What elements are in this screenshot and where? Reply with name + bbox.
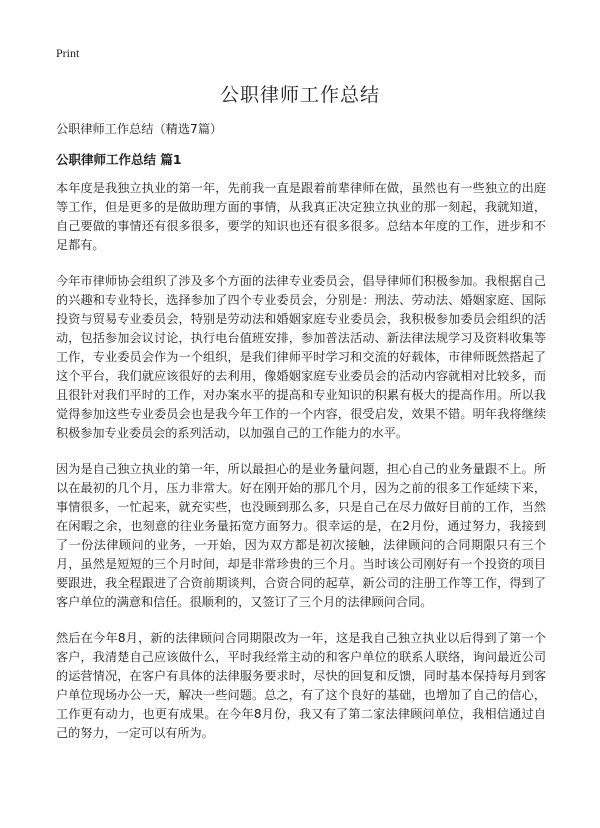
print-link[interactable]: Print <box>56 46 80 60</box>
paragraph: 本年度是我独立执业的第一年，先前我一直是跟着前辈律师在做，虽然也有一些独立的出庭等工作，但是更多的是做助理方面的事情，从我真正决定独立执业的那一刻起，我就知道，自己要做的事情还有很多很多，要学的知识也还有很多很多。总结本年度的工作，进步和不足都有。 <box>56 181 546 252</box>
paragraph: 然后在今年8月，新的法律顾问合同期限改为一年，这是我自己独立执业以后得到了第一个客户，我清楚自己应该做什么，平时我经常主动的和客户单位的联系人联络，询问最近公司的运营情况，在客户有具体的法律服务要求时，尽快的回复和反馈，同时基本保持每月到客户单位现场办公一天，解决一些问题。总之，有了这个良好的基础，也增加了自己的信心，工作更有动力，也更有成果。在今年8月份，我又有了第二家法律顾问单位，我相信通过自己的努力，一定可以有所为。 <box>56 631 546 740</box>
article-body <box>56 179 546 760</box>
paragraph: 今年市律师协会组织了涉及多个方面的法律专业委员会，倡导律师们积极参加。我根据自己的兴趣和专业特长，选择参加了四个专业委员会，分别是：刑法、劳动法、婚姻家庭、国际投资与贸易专业委员会，特别是劳动法和婚姻家庭专业委员会，我积极参加委员会组织的活动，包括参加会议讨论，执行电台值班安排，参加普法活动、新法律法规学习及资料收集等工作，专业委员会作为一个组织，是我们律师平时学习和交流的好载体，市律师既然搭起了这个平台，我们就应该很好的去利用，像婚姻家庭专业委员会的活动内容就相对比较多，而且很针对我们平时的工作，对办案水平的提高和专业知识的积累有极大的提高作用。所以我觉得参加这些专业委员会也是我今年工作的一个内容，很受启发，效果不错。明年我将继续积极参加专业委员会的系列活动，以加强自己的工作能力的水平。 <box>56 274 546 440</box>
section-heading: 公职律师工作总结 篇1 <box>56 152 182 167</box>
page-title: 公职律师工作总结 <box>219 84 380 106</box>
document-subtitle: 公职律师工作总结（精选7篇） <box>56 122 223 136</box>
paragraph: 因为是自己独立执业的第一年，所以最担心的是业务量问题，担心自己的业务量跟不上。所以在最初的几个月，压力非常大。好在刚开始的那几个月，因为之前的很多工作延续下来，事情很多，一忙起来，就充实些，也没顾到那么多，只是自己在尽力做好目前的工作，当然在闲暇之余，也刻意的往业务量拓宽方面努力。很幸运的是，在2月份，通过努力，我接到了一份法律顾问的业务，一开始，因为双方都是初次接触，法律顾问的合同期限只有三个月，虽然是短短的三个月时间，却是非常珍贵的三个月。当时该公司刚好有一个投资的项目要跟进，我全程跟进了合资前期谈判，合资合同的起草，新公司的注册工作等工作，得到了客户单位的满意和信任。很顺利的，又签订了三个月的法律顾问合同。 <box>56 462 546 609</box>
